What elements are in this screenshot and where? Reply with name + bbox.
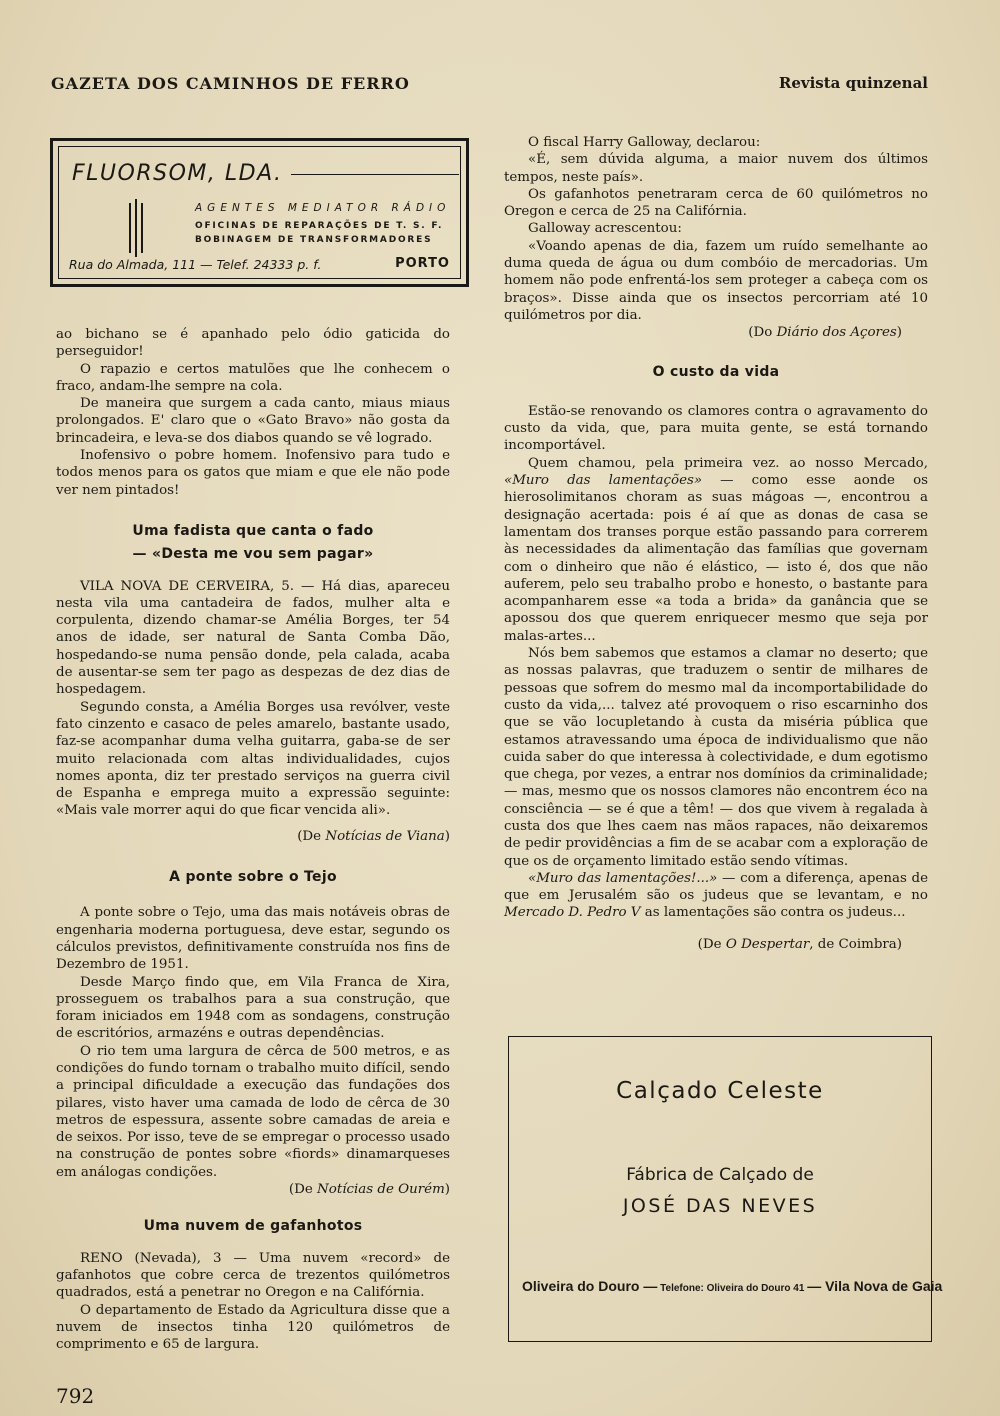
ad-agents-line: AGENTES MEDIATOR RÁDIO: [195, 202, 451, 214]
ad-location-line: Oliveira do Douro — Telefone: Oliveira do Douro 41 — Vila Nova de Gaia: [522, 1278, 943, 1294]
ad-services-line-2: BOBINAGEM DE TRANSFORMADORES: [195, 235, 433, 245]
paragraph: Estão-se renovando os clamores contra o agravamento do custo da vida, que, para muita gente, se está tornando incomportável.: [504, 403, 928, 454]
paragraph: «Voando apenas de dia, fazem um ruído semelhante ao duma queda de água ou dum combóio de mercadorias. Um homem não pode enfrentá-los sem proteger a cabeça com os braços». Disse ainda que os insectos percorriam até 10 quilómetros por dia.: [504, 238, 928, 323]
fluorsom-advertisement: [50, 138, 469, 287]
calcado-advertisement: [508, 1036, 943, 1342]
paragraph: O rapazio e certos matulões que lhe conhecem o fraco, andam-lhe sempre na cola.: [56, 361, 450, 394]
paragraph: «É, sem dúvida alguma, a maior nuvem dos últimos tempos, neste país».: [504, 152, 928, 185]
article-heading: Uma fadista que canta o fado: [132, 522, 374, 539]
paragraph: Nós bem sabemos que estamos a clamar no deserto; que as nossas palavras, que traduzem o sentir de milhares de pessoas que sofrem do mesmo mal da incomportabilidade do custo da vida,... talvez até provoquem o riso escarninho dos que se vão locupletando à custa da miséria pública que estamos atravessando uma época de individualismo que não cuida saber do que interessa à colectividade, e dum egotismo que chega, por vezes, a entrar nos domínios da criminalidade; — mas, mesmo que os nossos clamores não encontrem éco na consciência — se é que a têm! — dos que vivem à regalada à custa dos que lhes caem nas mãos rapaces, não deixaremos de pedir providências a fim de se acabar com a exploração de que os de orçamento limitado estão sendo vítimas.: [504, 646, 928, 869]
paragraph: De maneira que surgem a cada canto, miaus miaus prolongados. E' claro que o «Gato Bravo» não gosta da brincadeira, e leva-se dos diabos quando se vê logrado.: [56, 396, 450, 446]
journal-title: GAZETA DOS CAMINHOS DE FERRO: [51, 74, 410, 93]
paragraph: Galloway acrescentou:: [528, 221, 682, 237]
paragraph: ao bichano se é apanhado pelo ódio gaticida do perseguidor!: [56, 327, 450, 360]
article-source: (De O Despertar, de Coimbra): [697, 936, 902, 952]
article-source: (De Notícias de Viana): [297, 828, 450, 844]
paragraph: O rio tem uma largura de cêrca de 500 metros, e as condições do fundo tornam o trabalho muito difícil, sendo a principal dificuldade a execução das fundações dos pilares, visto haver uma camada de lodo de cêrca de 30 metros de espessura, assente sobre camadas de areia e de seixos. Por isso, teve de se empregar o processo usado na construção de pontes sobre «fiords» dinamarqueses em análogas condições.: [56, 1043, 450, 1180]
paragraph: Os gafanhotos penetraram cerca de 60 quilómetros no Oregon e cerca de 25 na Califórnia.: [504, 186, 928, 220]
ad-services-line-1: OFICINAS DE REPARAÇÕES DE T. S. F.: [195, 221, 444, 231]
paragraph: «Muro das lamentações!...» — com a diferença, apenas de que em Jerusalém são os judeus que se levantam, e no Mercado D. Pedro V as lamentações são contra os judeus...: [504, 870, 928, 921]
ad-owner-name: JOSÉ DAS NEVES: [622, 1195, 818, 1217]
ad-company-name: FLUORSOM, LDA.: [72, 161, 283, 186]
article-heading: Uma nuvem de gafanhotos: [143, 1218, 363, 1235]
ad-address: Rua do Almada, 111 — Telef. 24333 p. f.: [69, 257, 322, 272]
paragraph: Desde Março findo que, em Vila Franca de Xira, prosseguem os trabalhos para a sua construção, que foram iniciados em 1948 com as sondagens, construção de escritórios, armazéns e outras dependências.: [56, 974, 450, 1042]
paragraph: Segundo consta, a Amélia Borges usa revólver, veste fato cinzento e casaco de peles amarelo, bastante usado, faz-se acompanhar duma velha guitarra, gaba-se de ser muito relacionada com altas individualidades, cujos nomes aponta, diz ter prestado serviços na guerra civil de Espanha e emprega muito a expressão seguinte: «Mais vale morrer aqui do que ficar vencida ali».: [56, 699, 450, 819]
page-number: 792: [56, 1384, 95, 1408]
paragraph: Quem chamou, pela primeira vez. ao nosso Mercado, «Muro das lamentações» — como esse aonde os hierosolimitanos choram as suas mágoas —, encontrou a designação acertada: pois é aí que as donas de casa se lamentam dos transes porque estão passando para correrem às necessidades da alimentação das famílias que governam com o dinheiro que não é elástico, — isto é, dos que não auferem, pelo seu trabalho probo e honesto, o bastante para acompanharem esse «a toda a brida» da ganância que se apossou dos que querem enriquecer mesmo que seja por malas-artes...: [504, 455, 929, 644]
article-heading: A ponte sobre o Tejo: [169, 869, 337, 886]
article-source: (De Notícias de Ourém): [288, 1182, 450, 1198]
article-source: (Do Diário dos Açores): [748, 325, 902, 341]
paragraph: VILA NOVA DE CERVEIRA, 5. — Há dias, apareceu nesta vila uma cantadeira de fados, mulher alta e corpulenta, dizendo chamar-se Amélia Borges, ter 54 anos de idade, ser natural de Santa Comba Dão, hospedando-se numa pensão donde, pela calada, acaba de ausentar-se sem ter pago as despezas de dez dias de hospedagem.: [56, 578, 450, 698]
ad-brand-name: Calçado Celeste: [616, 1078, 824, 1104]
paragraph: O departamento de Estado da Agricultura disse que a nuvem de insectos tinha 120 quilómetros de comprimento e 65 de largura.: [56, 1302, 450, 1353]
left-column: [56, 326, 450, 1353]
article-subheading: — «Desta me vou sem pagar»: [132, 546, 374, 563]
ad-city: PORTO: [395, 256, 450, 271]
journal-subtitle: Revista quinzenal: [778, 74, 928, 92]
ad-divider: [291, 174, 459, 175]
paragraph: O fiscal Harry Galloway, declarou:: [528, 135, 761, 150]
ad-inner-border: [58, 146, 461, 279]
radio-mast-icon: [129, 203, 143, 253]
article-heading: O custo da vida: [652, 363, 780, 380]
paragraph: RENO (Nevada), 3 — Uma nuvem «record» de gafanhotos que cobre cerca de trezentos quilómetros quadrados, está a penetrar no Oregon e na Califórnia.: [56, 1250, 450, 1301]
paragraph: A ponte sobre o Tejo, uma das mais notáveis obras de engenharia moderna portuguesa, deve estar, segundo os cálculos previstos, definitivamente construída nos fins de Dezembro de 1951.: [56, 905, 450, 973]
ad-factory-line: Fábrica de Calçado de: [626, 1165, 814, 1185]
paragraph: Inofensivo o pobre homem. Inofensivo para tudo e todos menos para os gatos que miam e que ele não pode ver nem pintados!: [56, 448, 450, 498]
right-column: [504, 134, 928, 953]
